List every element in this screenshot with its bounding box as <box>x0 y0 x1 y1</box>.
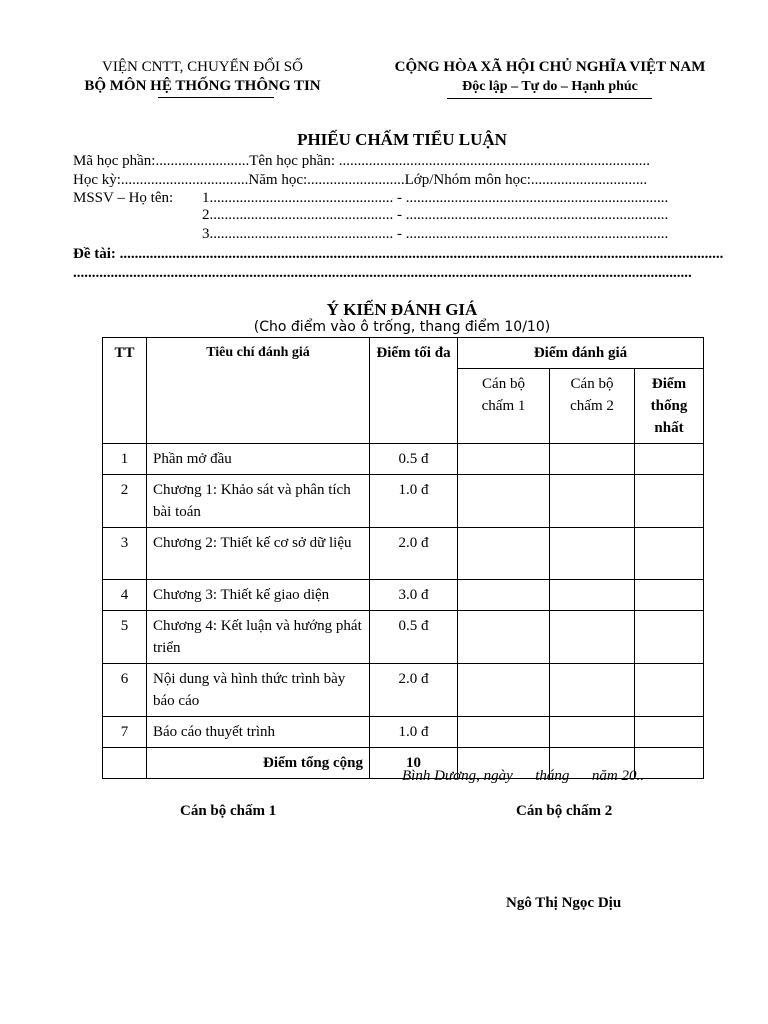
row-criteria: Chương 4: Kết luận và hướng phát triển <box>147 611 370 664</box>
header-score: Điểm đánh giá <box>458 338 704 369</box>
row-tt: 4 <box>103 580 147 611</box>
student-line-1: 1................................................. - ...................................................................... <box>202 190 669 206</box>
row-max: 0.5 đ <box>370 611 458 664</box>
grader-1-cell[interactable] <box>458 580 550 611</box>
evaluation-title: Ý KIẾN ĐÁNH GIÁ <box>326 300 478 319</box>
topic-label: Đề tài: <box>73 246 116 262</box>
header-agreed-score: Điểm thống nhất <box>635 369 704 444</box>
motto-underline <box>447 98 652 99</box>
row-max: 3.0 đ <box>370 580 458 611</box>
row-max: 2.0 đ <box>370 528 458 580</box>
table-row <box>103 611 704 664</box>
table-header-row <box>103 338 704 369</box>
topic-dots: ................................................................................................................................................................. <box>115 246 724 262</box>
student-line-2: 2................................................. - ...................................................................... <box>202 207 669 223</box>
row-tt: 5 <box>103 611 147 664</box>
row-tt: 7 <box>103 717 147 748</box>
total-agreed-cell[interactable] <box>635 748 704 779</box>
grader-2-cell[interactable] <box>550 580 635 611</box>
grader-2-cell[interactable] <box>550 717 635 748</box>
evaluation-subtitle: (Cho điểm vào ô trống, thang điểm 10/10) <box>253 319 551 335</box>
row-criteria: Chương 2: Thiết kế cơ sở dữ liệu <box>147 528 370 580</box>
department-name: BỘ MÔN HỆ THỐNG THÔNG TIN <box>84 78 321 94</box>
motto: Độc lập – Tự do – Hạnh phúc <box>462 79 638 94</box>
total-label: Điểm tổng cộng <box>147 748 370 779</box>
institute-name: VIỆN CNTT, CHUYỂN ĐỔI SỐ <box>102 59 303 75</box>
row-max: 0.5 đ <box>370 444 458 475</box>
country-name: CỘNG HÒA XÃ HỘI CHỦ NGHĨA VIỆT NAM <box>394 59 706 75</box>
row-tt: 6 <box>103 664 147 717</box>
row-tt: 3 <box>103 528 147 580</box>
table-row <box>103 717 704 748</box>
row-criteria: Chương 1: Khảo sát và phân tích bài toán <box>147 475 370 528</box>
place-date: Bình Dương, ngày tháng năm 20.. <box>402 768 645 784</box>
grader-2-cell[interactable] <box>550 444 635 475</box>
grader-2-cell[interactable] <box>550 664 635 717</box>
row-max: 1.0 đ <box>370 717 458 748</box>
agreed-cell[interactable] <box>635 664 704 717</box>
table-row <box>103 664 704 717</box>
header-grader-2: Cán bộ chấm 2 <box>550 369 635 444</box>
row-tt: 2 <box>103 475 147 528</box>
country-header <box>380 58 720 96</box>
grader-1-cell[interactable] <box>458 717 550 748</box>
agreed-cell[interactable] <box>635 528 704 580</box>
course-line: Mã học phần:.........................Tên học phần: ................................................................................... <box>73 153 651 169</box>
department-underline <box>158 97 274 98</box>
criteria-table <box>102 337 704 779</box>
grader-1-signature-label: Cán bộ chấm 1 <box>180 803 277 819</box>
semester-line: Học kỳ:..................................Năm học:..........................Lớp/Nhóm môn học:............................... <box>73 172 648 188</box>
form-title: PHIẾU CHẤM TIỂU LUẬN <box>297 130 507 149</box>
header-tt: TT <box>103 338 147 444</box>
signer-name: Ngô Thị Ngọc Dịu <box>506 895 622 911</box>
student-line-3: 3................................................. - ...................................................................... <box>202 226 669 242</box>
row-criteria: Báo cáo thuyết trình <box>147 717 370 748</box>
topic-line-2: ..................................................................................................................................................................... <box>73 265 692 281</box>
topic-line <box>73 245 733 264</box>
table-row <box>103 528 704 580</box>
student-label: MSSV – Họ tên: <box>73 190 174 206</box>
agreed-cell[interactable] <box>635 475 704 528</box>
total-value: 10 <box>370 748 458 779</box>
total-empty-cell <box>103 748 147 779</box>
table-row <box>103 475 704 528</box>
grader-2-cell[interactable] <box>550 528 635 580</box>
table-row <box>103 444 704 475</box>
grader-2-cell[interactable] <box>550 611 635 664</box>
grader-1-cell[interactable] <box>458 611 550 664</box>
header-grader-1: Cán bộ chấm 1 <box>458 369 550 444</box>
grader-1-cell[interactable] <box>458 475 550 528</box>
row-tt: 1 <box>103 444 147 475</box>
row-criteria: Nội dung và hình thức trình bày báo cáo <box>147 664 370 717</box>
grader-2-signature-label: Cán bộ chấm 2 <box>516 803 613 819</box>
grader-1-cell[interactable] <box>458 528 550 580</box>
institute-header <box>60 58 345 96</box>
agreed-cell[interactable] <box>635 444 704 475</box>
table-row <box>103 580 704 611</box>
row-max: 1.0 đ <box>370 475 458 528</box>
grader-1-cell[interactable] <box>458 664 550 717</box>
row-criteria: Chương 3: Thiết kế giao diện <box>147 580 370 611</box>
grader-1-cell[interactable] <box>458 444 550 475</box>
header-max-score: Điểm tối đa <box>370 338 458 444</box>
grader-2-cell[interactable] <box>550 475 635 528</box>
row-max: 2.0 đ <box>370 664 458 717</box>
agreed-cell[interactable] <box>635 611 704 664</box>
agreed-cell[interactable] <box>635 717 704 748</box>
agreed-cell[interactable] <box>635 580 704 611</box>
row-criteria: Phần mở đầu <box>147 444 370 475</box>
header-criteria: Tiêu chí đánh giá <box>147 338 370 444</box>
